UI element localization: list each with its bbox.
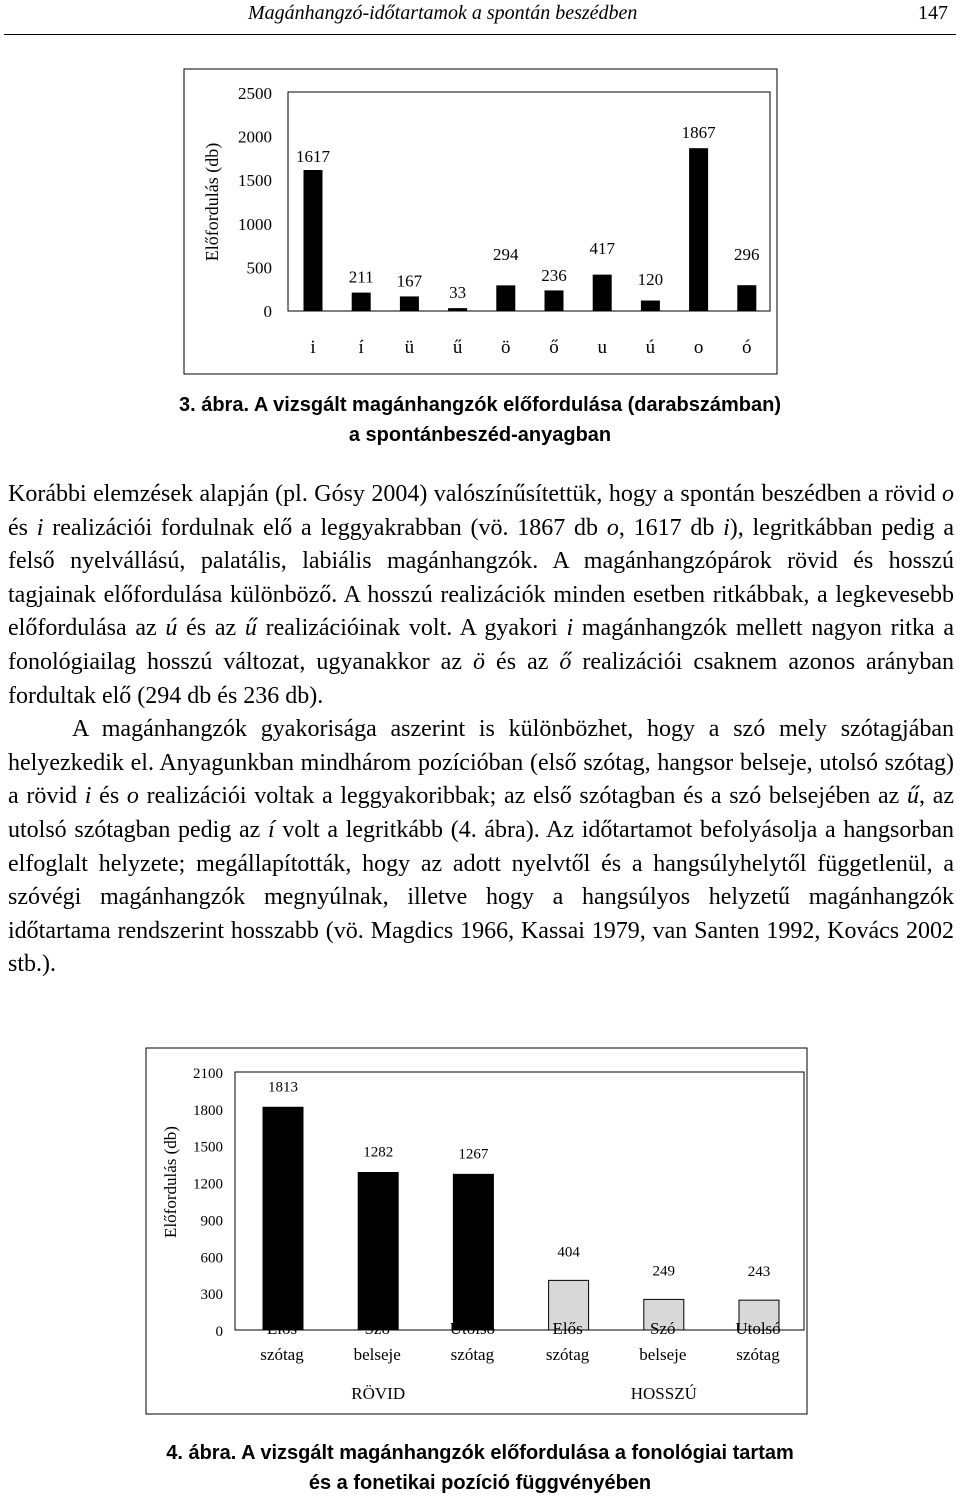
x-tick-label-line2: belseje xyxy=(353,1345,401,1364)
x-tick-label-line1: Szó xyxy=(650,1319,676,1338)
italic-term: o xyxy=(126,783,139,810)
y-tick-label: 900 xyxy=(200,1213,223,1230)
x-tick-label-line1: Szó xyxy=(364,1319,390,1338)
x-tick-label: o xyxy=(693,337,704,358)
y-tick-label: 0 xyxy=(263,302,272,321)
italic-term: o xyxy=(942,481,954,507)
x-tick-label: u xyxy=(597,337,607,358)
bar xyxy=(453,1174,493,1330)
bar xyxy=(641,301,660,311)
bar-value-label: 417 xyxy=(589,239,615,258)
x-tick-label: ö xyxy=(501,337,511,358)
italic-term: i xyxy=(84,783,92,810)
text-run: , 1617 db xyxy=(618,514,724,541)
italic-term: ő xyxy=(559,648,572,675)
bar xyxy=(737,285,756,311)
y-tick-label: 500 xyxy=(246,258,272,278)
text-run: magánhangzók mellett nagyon ritka a fonológiailag hosszú változat, ugyanakkor az xyxy=(8,615,955,675)
x-tick-label: ő xyxy=(549,337,559,358)
y-tick-label: 0 xyxy=(215,1324,223,1340)
x-tick-label: ü xyxy=(404,337,415,358)
group-label: RÖVID xyxy=(351,1384,406,1403)
bar-value-label: 167 xyxy=(396,271,423,291)
bar-value-label: 236 xyxy=(541,266,567,285)
bar-value-label: 1867 xyxy=(681,123,716,142)
italic-term: ö xyxy=(473,648,486,675)
x-tick-label: í xyxy=(358,337,364,358)
figure-4-caption-line1: A vizsgált magánhangzók előfordulása a fonológiai tartam xyxy=(241,1442,794,1464)
figure-4-y-axis-label: Előfordulás (db) xyxy=(161,1126,180,1238)
figure-4-caption-line2: és a fonetikai pozíció függvényében xyxy=(308,1472,652,1494)
italic-term: i xyxy=(723,514,730,541)
y-tick-label: 1000 xyxy=(238,214,272,234)
bar xyxy=(358,1172,398,1330)
text-run: A magánhangzók gyakorisága aszerint is különbözhet, hogy a szó mely szótagjában helyezkedik el. Anyagunkban mindhárom pozícióban (első szótag, hangsor belseje, utolsó szótag) a rövid xyxy=(8,716,954,810)
y-tick-label: 1500 xyxy=(238,171,272,191)
figure-4-caption xyxy=(0,1438,960,1498)
bar xyxy=(545,290,564,311)
text-run: és az xyxy=(177,615,245,642)
body-text xyxy=(8,478,954,982)
text-run: ), legritkábban pedig a felső nyelvállású, palatális, labiális magánhangzók. A magánhangzópárok rövid és hosszú tagjainak előfordulása különböző. A hosszú realizációk minden esetben ritkábbak, a legkevesebb előfordulása az xyxy=(8,514,955,642)
bar xyxy=(448,308,467,311)
text-run: realizációinak volt. A gyakori xyxy=(256,615,567,642)
y-tick-label: 600 xyxy=(200,1250,223,1267)
x-tick-label: i xyxy=(310,337,316,358)
paragraph-1 xyxy=(8,478,954,713)
bar xyxy=(263,1107,303,1330)
text-run: realizációi csaknem azonos arányban fordultak elő (294 db és 236 db). xyxy=(8,648,955,709)
bar-value-label: 211 xyxy=(348,267,374,287)
bar-value-label: 1267 xyxy=(458,1146,489,1163)
figure-3-caption-line2: a spontánbeszéd-anyagban xyxy=(348,424,612,446)
bar-value-label: 243 xyxy=(747,1264,771,1281)
y-tick-label: 2500 xyxy=(238,84,272,103)
italic-term: ú xyxy=(165,615,178,642)
x-tick-label: ó xyxy=(742,337,752,358)
text-run: volt a legritkább (4. ábra). Az időtartamot befolyásolja a hangsorban elfoglalt helyzete; megállapították, hogy az adott nyelvtől és a hangsúlyhelytől függetlenül, a szóvégi magánhangzók megnyúlnak, illetve hogy a hangsúlyos helyzetű magánhangzók időtartama rendszerint hosszabb (vö. Magdics 1966, Kassai 1979, van Santen 1992, Kovács 2002 stb.). xyxy=(8,816,955,978)
x-tick-label-line2: szótag xyxy=(260,1345,304,1364)
text-run: és xyxy=(8,514,37,541)
italic-term: o xyxy=(606,514,619,541)
page-number: 147 xyxy=(918,2,948,24)
x-tick-label: ű xyxy=(452,337,463,358)
bar xyxy=(496,285,515,311)
italic-term: i xyxy=(36,514,44,541)
figure-3-caption xyxy=(0,390,960,450)
x-tick-label-line1: Utolsó xyxy=(449,1319,496,1338)
italic-term: ű xyxy=(906,783,919,810)
bar xyxy=(304,170,323,311)
y-tick-label: 2000 xyxy=(238,127,272,147)
bar-value-label: 1617 xyxy=(296,147,330,166)
x-tick-label-line1: Elős xyxy=(266,1319,298,1338)
text-run: realizációi fordulnak elő a leggyakrabban (vö. 1867 db xyxy=(43,514,607,541)
figure-4-caption-label: 4. ábra. xyxy=(166,1442,237,1464)
y-tick-label: 1200 xyxy=(193,1176,223,1193)
figure-4-bar-chart xyxy=(0,1040,960,1420)
text-run: realizációi voltak a leggyakoribbak; az első szótagban és a szó belsejében az xyxy=(138,783,907,810)
figure-3-y-axis-label: Előfordulás (db) xyxy=(202,142,222,262)
italic-term: i xyxy=(566,615,574,642)
bar xyxy=(689,148,708,311)
bar-value-label: 1282 xyxy=(363,1144,394,1161)
bar-value-label: 1813 xyxy=(268,1079,298,1096)
group-label: HOSSZÚ xyxy=(630,1384,697,1403)
bar xyxy=(352,293,371,311)
bar-value-label: 120 xyxy=(637,270,664,289)
bar-value-label: 296 xyxy=(734,245,760,264)
text-run: Korábbi elemzések alapján (pl. Gósy 2004) valószínűsítettük, hogy a spontán beszédben a rövid xyxy=(8,481,942,507)
running-title: Magánhangzó-időtartamok a spontán beszédben xyxy=(248,2,638,24)
x-tick-label-line2: szótag xyxy=(545,1345,590,1364)
x-tick-label-line2: belseje xyxy=(639,1345,687,1364)
figure-4-plot-area xyxy=(235,1072,804,1330)
x-tick-label-line2: szótag xyxy=(450,1345,495,1364)
figure-3-caption-label: 3. ábra. xyxy=(178,394,250,416)
figure-3-frame xyxy=(184,69,777,374)
bar-value-label: 33 xyxy=(449,283,467,303)
italic-term: í xyxy=(268,816,275,843)
x-tick-label-line1: Elős xyxy=(552,1319,583,1338)
italic-term: ű xyxy=(244,615,257,642)
y-tick-label: 300 xyxy=(200,1287,223,1304)
bar xyxy=(593,275,612,311)
bar-value-label: 404 xyxy=(557,1244,580,1261)
text-run: és xyxy=(91,783,127,810)
text-run: és az xyxy=(485,648,560,675)
y-tick-label: 1800 xyxy=(193,1102,223,1119)
bar-value-label: 249 xyxy=(652,1263,676,1280)
bar xyxy=(400,296,419,311)
figure-3-bar-chart xyxy=(0,0,960,380)
text-run: , az utolsó szótagban pedig az xyxy=(8,783,954,843)
x-tick-label-line1: Utolsó xyxy=(735,1319,781,1338)
bar-value-label: 294 xyxy=(493,245,519,264)
paragraph-2 xyxy=(8,713,954,982)
figure-3-caption-line1: A vizsgált magánhangzók előfordulása (darabszámban) xyxy=(253,394,782,416)
y-tick-label: 2100 xyxy=(193,1066,223,1082)
x-tick-label: ú xyxy=(645,337,656,358)
x-tick-label-line2: szótag xyxy=(736,1345,780,1364)
y-tick-label: 1500 xyxy=(193,1139,223,1156)
